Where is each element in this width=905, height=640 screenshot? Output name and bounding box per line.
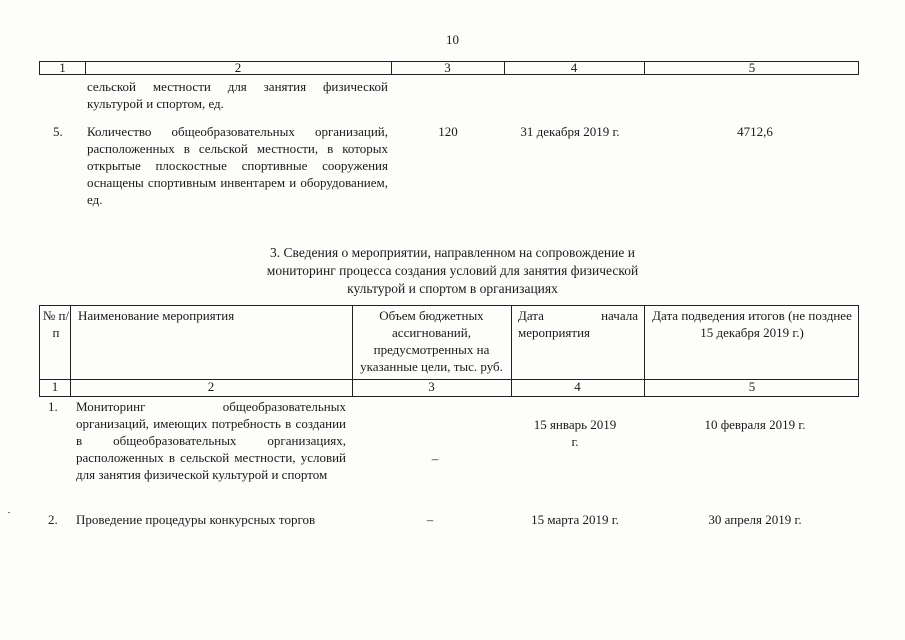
table1-col-number: 1 [59, 60, 66, 75]
table2-col-number: 5 [748, 379, 756, 394]
table1-col-number: 2 [234, 60, 242, 75]
section-title-line: мониторинг процесса создания условий для занятия физической [266, 263, 639, 278]
table2-header-budget: Объем бюджетных ассигнований, предусмотренных на указанные цели, тыс. руб. [360, 308, 503, 374]
table2-row-results: 10 февраля 2019 г. [704, 417, 806, 432]
table2-row-budget: – [426, 512, 434, 527]
table2-header-results: Дата подведения итогов (не позднее 15 декабря 2019 г.) [652, 308, 852, 340]
table1-row-amount: 4712,6 [737, 124, 773, 139]
table2-row-results: 30 апреля 2019 г. [708, 512, 802, 527]
table2-row-budget: – [431, 451, 439, 466]
table2-col-number: 4 [574, 379, 581, 394]
table1-col-number: 5 [748, 60, 756, 75]
table2-row-name: Мониторинг общеобразовательных организаций, имеющих потребность в создании в общеобразовательных организациях, расположенных в сельской местности, условий для занятия физической культурой и спортом [76, 399, 346, 482]
table2-header-start: Дата начала мероприятия [518, 308, 638, 340]
table1-col-number: 4 [570, 60, 578, 75]
table2-header-num: № п/п [42, 308, 70, 340]
table2-row-name: Проведение процедуры конкурсных торгов [76, 512, 316, 527]
table1-column-numbers [39, 61, 859, 75]
table2-row-start: 15 январь 2019 г. [533, 417, 617, 449]
table1-row-name: Количество общеобразовательных организаций, расположенных в сельской местности, в которых открытые плоскостные спортивные сооружения оснащены спортивным инвентарем и оборудованием, ед. [87, 124, 388, 207]
table1-row-number: 5. [53, 124, 63, 139]
table2-header-name: Наименование мероприятия [78, 308, 235, 323]
table2-row-number: 1. [48, 399, 58, 414]
table1-row-date: 31 декабря 2019 г. [520, 124, 620, 139]
table2-col-number: 2 [207, 379, 215, 394]
page-number: 10 [446, 32, 459, 47]
table2-col-number: 3 [428, 379, 435, 394]
scan-speck [8, 512, 10, 513]
table2-header [39, 305, 859, 397]
section-title-line: культурой и спортом в организациях [347, 281, 558, 296]
section-title [0, 244, 905, 298]
table1-continued-text: сельской местности для занятия физической культурой и спортом, ед. [87, 79, 388, 111]
table2-row-start: 15 марта 2019 г. [531, 512, 619, 527]
table1-row-value: 120 [438, 124, 458, 139]
section-title-line: 3. Сведения о мероприятии, направленном на сопровождение и [270, 245, 635, 260]
table1-col-number: 3 [444, 60, 451, 75]
table2-col-number: 1 [51, 379, 59, 394]
table2-row-number: 2. [48, 512, 58, 527]
